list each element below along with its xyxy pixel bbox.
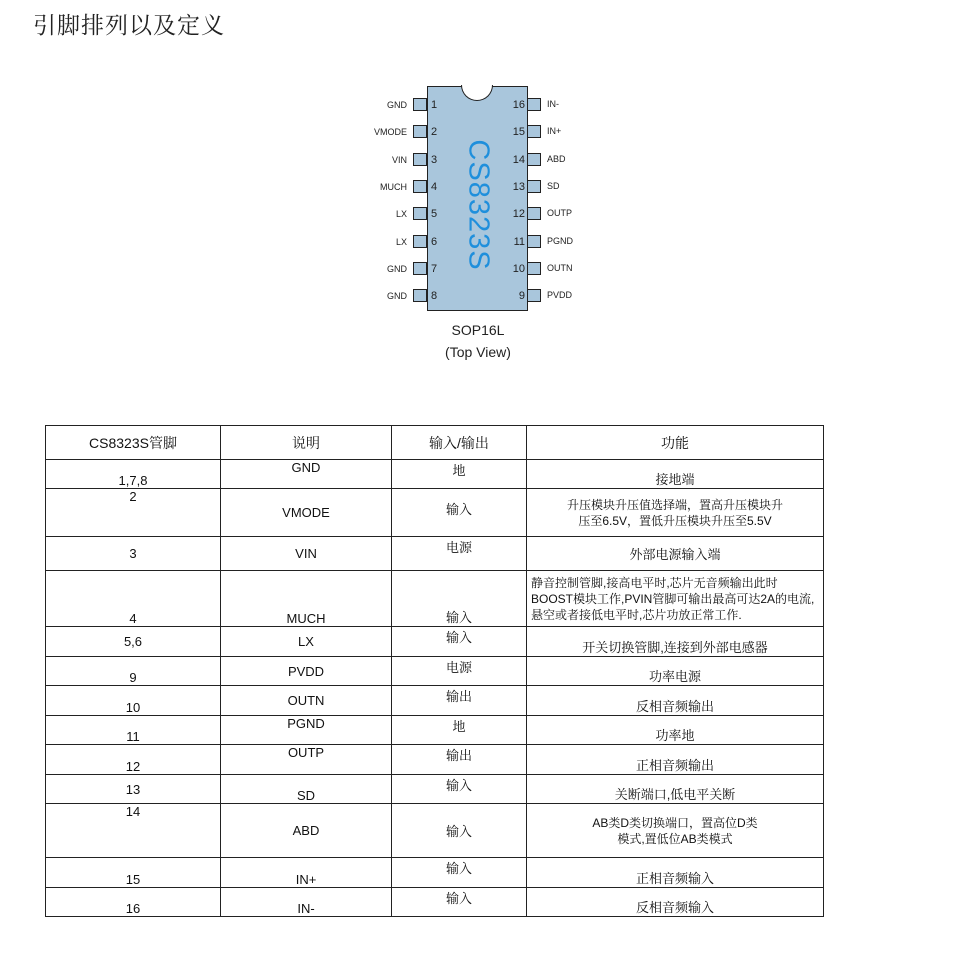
name-cell: SD bbox=[221, 775, 392, 804]
pin-name-label: GND bbox=[387, 100, 407, 110]
pinout-diagram bbox=[0, 0, 960, 400]
pin-name-label: GND bbox=[387, 291, 407, 302]
header-io: 输入/输出 bbox=[392, 426, 527, 460]
pin-cell: 2 bbox=[46, 489, 221, 537]
pin-number: 12 bbox=[512, 208, 525, 221]
pin-cell: 1,7,8 bbox=[46, 460, 221, 489]
pin-box bbox=[413, 125, 427, 138]
pin-cell: 10 bbox=[46, 686, 221, 716]
function-cell: 接地端 bbox=[527, 460, 824, 489]
pin-name-label: OUTP bbox=[547, 208, 573, 219]
io-cell: 输入 bbox=[392, 804, 527, 858]
pin-box bbox=[527, 125, 541, 138]
function-cell: AB类D类切换端口，置高位D类模式,置低位AB类模式 bbox=[527, 804, 824, 858]
table-row bbox=[46, 537, 824, 571]
name-cell: OUTP bbox=[221, 745, 392, 775]
package-label: SOP16L bbox=[451, 322, 505, 338]
name-cell: PVDD bbox=[221, 657, 392, 686]
io-cell: 地 bbox=[392, 716, 527, 745]
view-label: (Top View) bbox=[445, 344, 511, 360]
pin-name-label: IN- bbox=[547, 99, 559, 109]
function-cell: 功率地 bbox=[527, 716, 824, 745]
pin-cell: 3 bbox=[46, 537, 221, 571]
io-cell: 输入 bbox=[392, 858, 527, 888]
name-cell: VMODE bbox=[221, 489, 392, 537]
table-row bbox=[46, 888, 824, 917]
pin-number: 13 bbox=[512, 180, 525, 193]
pin-box bbox=[527, 289, 541, 302]
name-cell: IN- bbox=[221, 888, 392, 917]
pin-box bbox=[413, 207, 427, 220]
pin-name-label: MUCH bbox=[380, 181, 407, 192]
table-row bbox=[46, 858, 824, 888]
header-description: 说明 bbox=[221, 426, 392, 460]
name-cell: GND bbox=[221, 460, 392, 489]
pin-name-label: PGND bbox=[547, 235, 574, 246]
pin-name-label: PVDD bbox=[547, 290, 573, 301]
pin-number: 3 bbox=[431, 153, 438, 166]
pin-number: 16 bbox=[512, 99, 525, 111]
pin-name-label: GND bbox=[387, 263, 407, 274]
table-row bbox=[46, 460, 824, 489]
pin-box bbox=[527, 153, 541, 166]
pin-name-label: VMODE bbox=[373, 127, 407, 138]
table-row bbox=[46, 775, 824, 804]
pin-cell: 5,6 bbox=[46, 627, 221, 657]
chip-name: CS8323S bbox=[462, 139, 495, 271]
pin-name-label: ABD bbox=[547, 153, 566, 164]
function-cell: 正相音频输出 bbox=[527, 745, 824, 775]
table-row bbox=[46, 489, 824, 537]
io-cell: 电源 bbox=[392, 657, 527, 686]
io-cell: 输入 bbox=[392, 775, 527, 804]
table-row bbox=[46, 745, 824, 775]
pin-cell: 16 bbox=[46, 888, 221, 917]
pin-number: 5 bbox=[431, 208, 438, 221]
page-title: 引脚排列以及定义 bbox=[33, 13, 225, 39]
name-cell: LX bbox=[221, 627, 392, 657]
name-cell: ABD bbox=[221, 804, 392, 858]
io-cell: 输入 bbox=[392, 489, 527, 537]
name-cell: OUTN bbox=[221, 686, 392, 716]
pin-box bbox=[413, 98, 427, 111]
pin-number: 2 bbox=[431, 126, 438, 139]
pin-cell: 4 bbox=[46, 571, 221, 627]
pin-cell: 11 bbox=[46, 716, 221, 745]
function-cell: 正相音频输入 bbox=[527, 858, 824, 888]
io-cell: 输入 bbox=[392, 627, 527, 657]
pin-number: 14 bbox=[512, 153, 525, 166]
pin-name-label: LX bbox=[395, 236, 407, 247]
pin-cell: 9 bbox=[46, 657, 221, 686]
function-cell: 升压模块升压值选择端，置高升压模块升压至6.5V，置低升压模块升压至5.5V bbox=[527, 489, 824, 537]
pin-box bbox=[527, 262, 541, 275]
pin-box bbox=[413, 153, 427, 166]
pin-box bbox=[413, 180, 427, 193]
function-cell: 反相音频输入 bbox=[527, 888, 824, 917]
table-header-row bbox=[46, 426, 824, 460]
pin-number: 8 bbox=[431, 290, 438, 303]
pin-cell: 12 bbox=[46, 745, 221, 775]
header-pin: CS8323S管脚 bbox=[46, 426, 221, 460]
pin-cell: 15 bbox=[46, 858, 221, 888]
table-row bbox=[46, 716, 824, 745]
pin-box bbox=[527, 98, 541, 111]
pin-name-label: IN+ bbox=[547, 126, 562, 137]
function-cell: 外部电源输入端 bbox=[527, 537, 824, 571]
pin-number: 6 bbox=[431, 235, 438, 248]
pin-name-label: LX bbox=[395, 209, 407, 220]
table-row bbox=[46, 804, 824, 858]
pin-definition-table bbox=[45, 425, 824, 917]
pin-number: 4 bbox=[431, 180, 438, 193]
table-row bbox=[46, 571, 824, 627]
pin-number: 7 bbox=[431, 262, 438, 275]
pin-cell: 14 bbox=[46, 804, 221, 858]
function-cell: 功率电源 bbox=[527, 657, 824, 686]
pin-box bbox=[527, 180, 541, 193]
header-function: 功能 bbox=[527, 426, 824, 460]
function-cell: 静音控制管脚,接高电平时,芯片无音频输出此时BOOST模块工作,PVIN管脚可输出最高可达2A的电流,悬空或者接低电平时,芯片功放正常工作. bbox=[527, 571, 824, 627]
io-cell: 输入 bbox=[392, 571, 527, 627]
pin-number: 10 bbox=[512, 262, 525, 275]
pin-name-label: OUTN bbox=[547, 262, 573, 273]
io-cell: 输出 bbox=[392, 745, 527, 775]
io-cell: 输入 bbox=[392, 888, 527, 917]
pin-number: 15 bbox=[512, 126, 525, 139]
pin-number: 9 bbox=[518, 290, 525, 303]
io-cell: 地 bbox=[392, 460, 527, 489]
function-cell: 开关切换管脚,连接到外部电感器 bbox=[527, 627, 824, 657]
name-cell: MUCH bbox=[221, 571, 392, 627]
pin-box bbox=[413, 289, 427, 302]
pin-number: 1 bbox=[431, 99, 438, 111]
io-cell: 输出 bbox=[392, 686, 527, 716]
table-row bbox=[46, 657, 824, 686]
name-cell: VIN bbox=[221, 537, 392, 571]
function-cell: 反相音频输出 bbox=[527, 686, 824, 716]
pin-name-label: SD bbox=[547, 180, 560, 191]
pin-box bbox=[413, 235, 427, 248]
name-cell: PGND bbox=[221, 716, 392, 745]
pin-number: 11 bbox=[513, 235, 525, 248]
name-cell: IN+ bbox=[221, 858, 392, 888]
io-cell: 电源 bbox=[392, 537, 527, 571]
table-row bbox=[46, 627, 824, 657]
pin-box bbox=[413, 262, 427, 275]
pin-cell: 13 bbox=[46, 775, 221, 804]
pin-box bbox=[527, 235, 541, 248]
function-cell: 关断端口,低电平关断 bbox=[527, 775, 824, 804]
pin-name-label: VIN bbox=[391, 154, 407, 165]
pin-box bbox=[527, 207, 541, 220]
table-row bbox=[46, 686, 824, 716]
